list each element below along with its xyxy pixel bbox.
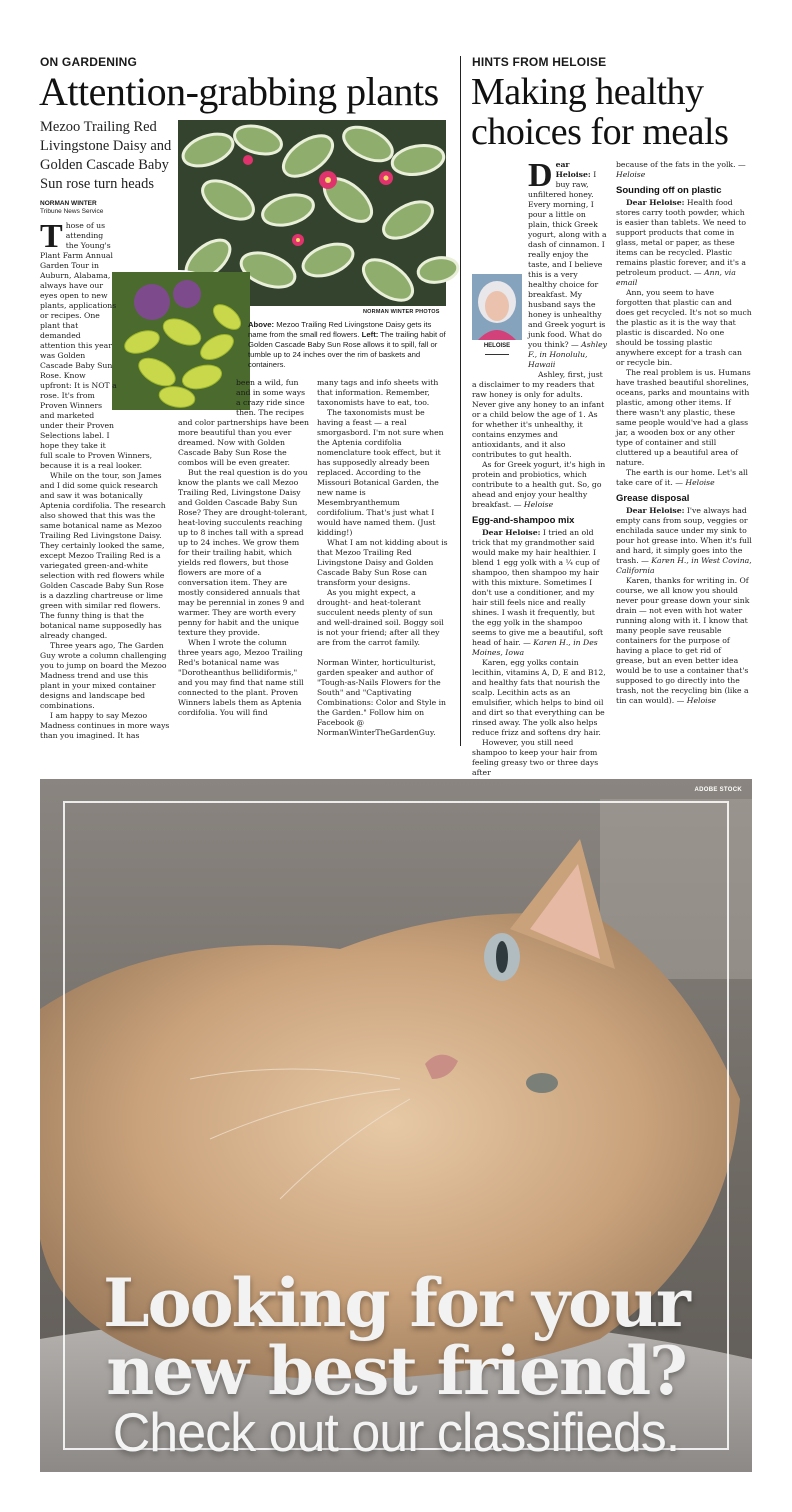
byline-name: NORMAN WINTER	[40, 200, 97, 207]
paragraph: I am happy to say Mezoo Madness continues in more ways than you imagined. It has	[40, 711, 170, 740]
reply-1b: As for Greek yogurt, it's high in protein and probiotics, which contribute to a health gut. So, go ahead and enjoy your healthy breakfast. — Heloise	[472, 460, 606, 509]
classifieds-ad[interactable]	[40, 779, 752, 1472]
heloise-column-1	[472, 157, 607, 777]
headline-line-2: choices for meals	[471, 111, 729, 153]
letter-3: Dear Heloise: Health food stores carry tooth powder, which is easier than tablets. We need to support products that come in glass, metal or paper, as these items can be recycled. Plastic remains plastic forever, and it's a petroleum product. — Ann, via email	[616, 198, 746, 287]
wrap-spacer	[472, 273, 528, 373]
paragraph: What I am not kidding about is that Mezoo Trailing Red Livingstone Daisy and Golden Cascade Baby Sun Rose can transform your designs.	[317, 538, 448, 587]
dropcap-t: T	[40, 218, 63, 255]
gardening-photo-credit: NORMAN WINTER PHOTOS	[363, 309, 440, 315]
reply-3b: The real problem is us. Humans have trashed beautiful shorelines, oceans, parks and mountains with plastic, among other items. If there wasn't any plastic, these same people would've had a glass jar, a wooden box or any other type of container and still cluttered up a beautiful area of nature.	[616, 368, 751, 467]
subhead-egg-shampoo: Egg-and-shampoo mix	[472, 515, 575, 526]
paragraph: When I wrote the column three years ago, Mezoo Trailing Red's botanical name was "Dorotheanthus bellidiformis," and you may find that name still connected to the plant. Proven Winners labels them as Aptenia cordifolia. You will find	[178, 638, 304, 717]
ad-photo-credit: ADOBE STOCK	[694, 787, 742, 793]
paragraph: As you might expect, a drought- and heat-tolerant succulent needs plenty of sun and well-drained soil. Boggy soil is not your friend; after all they are from the carrot family.	[317, 588, 444, 647]
reply-2b: However, you still need shampoo to keep your hair from feeling greasy two or three days after	[472, 738, 599, 777]
gardening-headline: Attention-grabbing plants	[39, 69, 439, 114]
heloise-headline	[471, 72, 728, 152]
reply-2a: Karen, egg yolks contain lecithin, vitamins A, D, E and B12, and healthy fats that nourish the scalp. Lecithin acts as an emulsifier, which helps to bind oil and dirt so that everything can be rinsed away. The yolk also helps reduce frizz and softens dry hair.	[472, 658, 606, 737]
headline-line-1: Making healthy	[471, 71, 704, 113]
caption-above-label: Above:	[248, 320, 275, 329]
reply-1a: Ashley, first, just a disclaimer to my readers that raw honey is only for adults. Never give any honey to an infant or a child below the age of 1. As for whether it's unhealthy, it contains enzymes and antioxidants, and it also contributes to gut health.	[472, 370, 605, 459]
caption-left-text: The trailing habit of Golden Cascade Baby Sun Rose allows it to spill, fall or tumble up to 24 inches over the rim of baskets and containers.	[248, 330, 446, 369]
paragraph: many tags and info sheets with that information. Remember, taxonomists have to eat, too.	[317, 378, 439, 407]
paragraph: Those of us attending the Young's Plant Farm Annual Garden Tour in Auburn, Alabama, always have our eyes open to new plants, applications or recipes. One plant that demanded attention this year was Golden Cascade Baby Sun Rose. Know upfront: It is NOT a rose. It's from Proven Winners and marketed under their Proven Selections label. I hope they take it full scale to Proven Winners, because it is a real looker.	[40, 218, 153, 470]
subhead-plastic: Sounding off on plastic	[616, 185, 722, 196]
heloise-photo-label: HELOISE	[483, 343, 511, 349]
subhead-grease: Grease disposal	[616, 493, 690, 504]
paragraph: But the real question is do you know the plants we call Mezoo Trailing Red, Livingstone Daisy and Golden Cascade Baby Sun Rose? They are drought-tolerant, heat-loving succulents reaching up to 8 inches tall with a spread up to 24 inches. We grow them for their trailing habit, which yields red flowers, but those flowers are more of a conversation item. They are mostly considered annuals that may be perennial in zones 9 and warmer. They are worth every penny for habit and the unique texture they provide.	[178, 468, 308, 637]
gardening-photo-caption	[248, 320, 448, 370]
letter-4: Dear Heloise: I've always had empty cans from soup, veggies or enchilada sauce under my sink to pour hot grease into. When it's full and hard, it simply goes into the trash. — Karen H., in West Covina, California	[616, 506, 752, 575]
paragraph: Three years ago, The Garden Guy wrote a column challenging you to jump on board the Mezoo Madness trend and use this plant in your mixed container designs and landscape bed combinations.	[40, 641, 167, 710]
byline-org: Tribune News Service	[40, 208, 104, 215]
reply-4: Karen, thanks for writing in. Of course, we all know you should never pour grease down your sink drain — not even with hot water running along with it. I know that many people save reusable containers for the purpose of having a place to get rid of grease, but an even better idea would be to use a container that's supposed to go directly into the trash, not the recycling bin (like a tin can would). — Heloise	[616, 576, 750, 705]
gardening-column-2	[178, 378, 309, 750]
heloise-kicker: HINTS FROM HELOISE	[472, 55, 607, 69]
dropcap-d: D	[528, 157, 553, 194]
gardening-deck: Mezoo Trailing Red Livingstone Daisy and Golden Cascade Baby Sun rose turn heads	[40, 119, 172, 192]
paragraph: The taxonomists must be having a feast — a real smorgasbord. I'm not sure when the Aptenia cordifolia nomenclature took effect, but it has supposedly already been replaced. According to the Missouri Botanical Garden, the new name is Mesembryanthemum cordifolium. That's just what I would have named them. (Just kidding!)	[317, 408, 444, 537]
caption-left-label: Left:	[361, 330, 379, 339]
reply-3a: Ann, you seem to have forgotten that plastic can and does get recycled. It's not so much the plastic as it is the way that plastic is discarded. No one should be tossing plastic anywhere except for a trash can or recycle bin.	[616, 288, 752, 367]
gardening-byline	[40, 200, 103, 216]
ad-headline-line-1: Looking for your	[103, 1264, 689, 1342]
reply-3c: The earth is our home. Let's all take care of it. — Heloise	[616, 468, 748, 487]
caption-above-text: Mezoo Trailing Red Livingstone Daisy gets its name from the small red flowers.	[248, 320, 432, 339]
ad-headline-line-2: new best friend?	[106, 1332, 686, 1410]
heloise-column-2	[616, 160, 752, 755]
wrap-spacer	[178, 378, 236, 418]
gardening-kicker: ON GARDENING	[40, 55, 138, 69]
letter-1: Dear Heloise: I buy raw, unfiltered honey. Every morning, I pour a little on plain, thick Greek yogurt, along with a dash of cinnamon. I really enjoy the taste, and I believe this is a very healthy choice for breakfast. My husband says the honey is unhealthy and Greek yogurt is junk food. What do you think? — Ashley F., in Honolulu, Hawaii	[528, 157, 607, 369]
letter-2: Dear Heloise: I tried an old trick that my grandmother said would make my hair healthier. I blend 1 egg yolk with a ¼ cup of shampoo, then shampoo my hair with this mixture. Sometimes I don't use a conditioner, and my hair still feels nice and really shines. I wash it frequently, but the egg yolk in the shampoo seems to give me a beautiful, soft head of hair. — Karen H., in Des Moines, Iowa	[472, 528, 604, 657]
reply-2-end: because of the fats in the yolk. — Heloise	[616, 160, 746, 179]
column-divider	[460, 56, 461, 746]
paragraph: been a wild, fun and in some ways a crazy ride since then. The recipes and color partnerships have been more beautiful than you ever dreamed. Now with Golden Cascade Baby Sun Rose the combos will be even greater.	[178, 378, 309, 467]
gardening-column-3	[317, 378, 448, 750]
gardening-column-1	[40, 218, 170, 751]
wrap-spacer	[118, 261, 170, 451]
paragraph: While on the tour, son James and I did some quick research and saw it was botanically Aptenia cordifolia. The research also showed that this was the same botanical name as Mezoo Trailing Red Livingstone Daisy. They certainly looked the same, except Mezoo Trailing Red is a variegated green-and-white selection with red flowers while Golden Cascade Baby Sun Rose is a dazzling chartreuse or lime green with similar red flowers. The funny thing is that the botanical name supposedly has already changed.	[40, 471, 166, 640]
ad-tagline: Check out our classifieds.	[112, 1402, 680, 1464]
author-bio: Norman Winter, horticulturist, garden speaker and author of "Tough-as-Nails Flowers for the South" and "Captivating Combinations: Color and Style in the Garden." Follow him on Facebook @ NormanWinterTheGardenGuy.	[317, 658, 446, 737]
